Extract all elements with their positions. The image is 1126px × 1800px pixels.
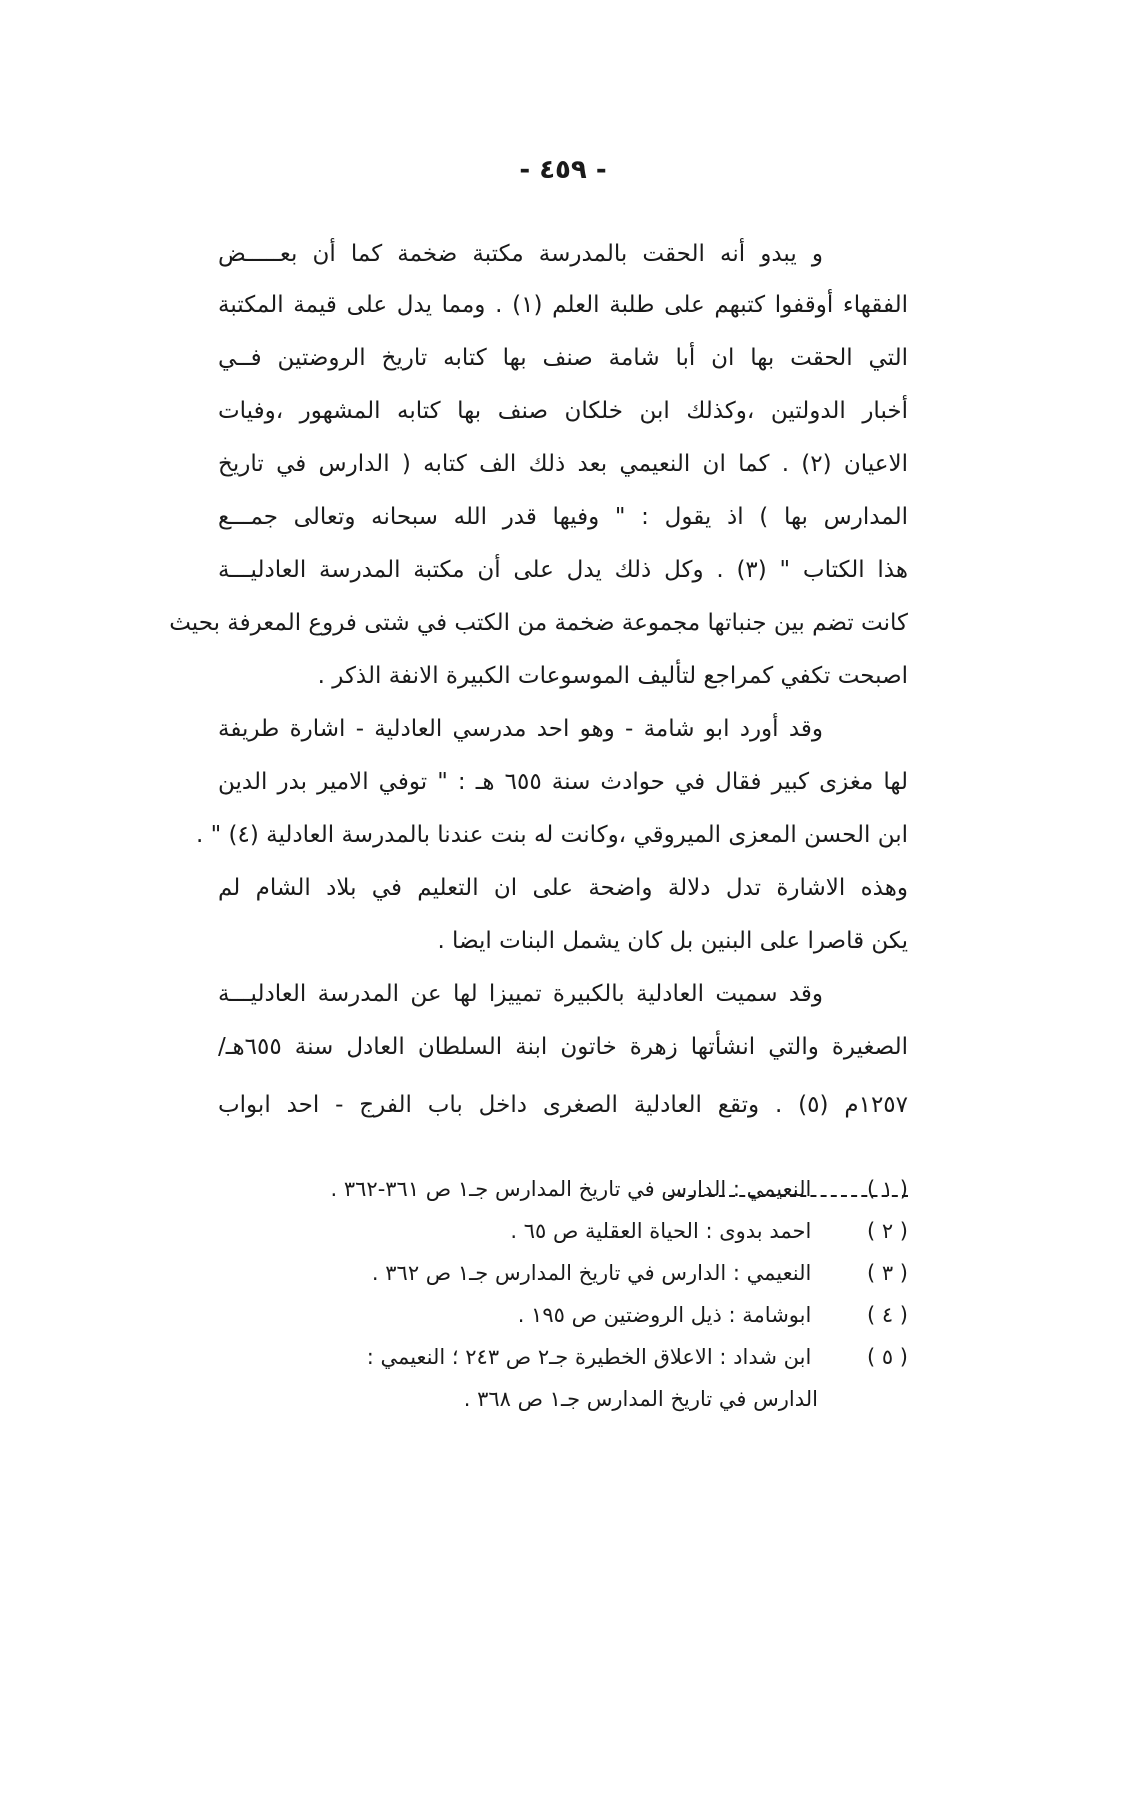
footnote-2 [510,1214,908,1248]
body-line-5: الاعيان (٢) . كما ان النعيمي بعد ذلك الف كتابه ( الدارس في تاريخ [218,451,908,477]
body-line-1: و يبدو أنه الحقت بالمدرسة مكتبة ضخمة كما أن بعـــــض [218,241,823,267]
page-number: - ٤٥٩ - [519,155,607,185]
body-line-2: الفقهاء أوقفوا كتبهم على طلبة العلم (١) . ومما يدل على قيمة المكتبة [218,292,909,318]
footnote-5 [367,1340,908,1374]
body-line-3: التي الحقت بها ان أبا شامة صنف بها كتابه تاريخ الروضتين فــي [218,345,908,371]
body-line-11: لها مغزى كبير فقال في حوادث سنة ٦٥٥ هـ : " توفي الامير بدر الدين [218,769,908,795]
footnote-4 [518,1298,908,1332]
footnote-5-number: ( ٥ ) [866,1345,908,1369]
body-line-17: ١٢٥٧م (٥) . وتقع العادلية الصغرى داخل باب الفرج - احد ابواب [218,1092,909,1118]
body-line-13: وهذه الاشارة تدل دلالة واضحة على ان التعليم في بلاد الشام لم [218,875,908,901]
footnote-1-number: ( ١ ) [866,1177,908,1201]
body-line-10: وقد أورد ابو شامة - وهو احد مدرسي العادلية - اشارة طريفة [218,716,823,742]
body-line-12: ابن الحسن المعزى الميروقي ،وكانت له بنت عندنا بالمدرسة العادلية (٤) " . [196,822,908,848]
footnote-2-number: ( ٢ ) [866,1219,908,1243]
footnote-1 [331,1172,909,1206]
footnote-2-text: احمد بدوى : الحياة العقلية ص ٦٥ . [510,1219,812,1243]
body-line-15: وقد سميت العادلية بالكبيرة تمييزا لها عن المدرسة العادليـــة [218,981,823,1007]
footnote-3-text: النعيمي : الدارس في تاريخ المدارس جـ١ ص ٣٦٢ . [371,1261,812,1285]
footnote-3 [372,1256,908,1290]
body-line-14: يكن قاصرا على البنين بل كان يشمل البنات ايضا . [437,928,908,954]
body-line-6: المدارس بها ) اذ يقول : " وفيها قدر الله سبحانه وتعالى جمـــع [218,504,908,530]
footnote-4-number: ( ٤ ) [866,1303,908,1327]
body-line-16: الصغيرة والتي انشأتها زهرة خاتون ابنة السلطان العادل سنة ٦٥٥هـ/ [218,1034,908,1060]
footnote-4-text: ابوشامة : ذيل الروضتين ص ١٩٥ . [517,1303,812,1327]
body-line-7: هذا الكتاب " (٣) . وكل ذلك يدل على أن مكتبة المدرسة العادليـــة [218,557,908,583]
footnote-5-continuation: الدارس في تاريخ المدارس جـ١ ص ٣٦٨ . [463,1387,818,1411]
footnote-3-number: ( ٣ ) [866,1261,908,1285]
footnote-1-text: النعيمي : الدارس في تاريخ المدارس جـ١ ص ٣٦١-٣٦٢ . [330,1177,812,1201]
footnote-5-text: ابن شداد : الاعلاق الخطيرة جـ٢ ص ٢٤٣ ؛ النعيمي : [366,1345,812,1369]
body-line-9: اصبحت تكفي كمراجع لتأليف الموسوعات الكبيرة الانفة الذكر . [317,663,908,689]
body-line-8: كانت تضم بين جنباتها مجموعة ضخمة من الكتب في شتى فروع المعرفة بحيث [169,610,908,636]
body-line-4: أخبار الدولتين ،وكذلك ابن خلكان صنف بها كتابه المشهور ،وفيات [218,398,908,424]
